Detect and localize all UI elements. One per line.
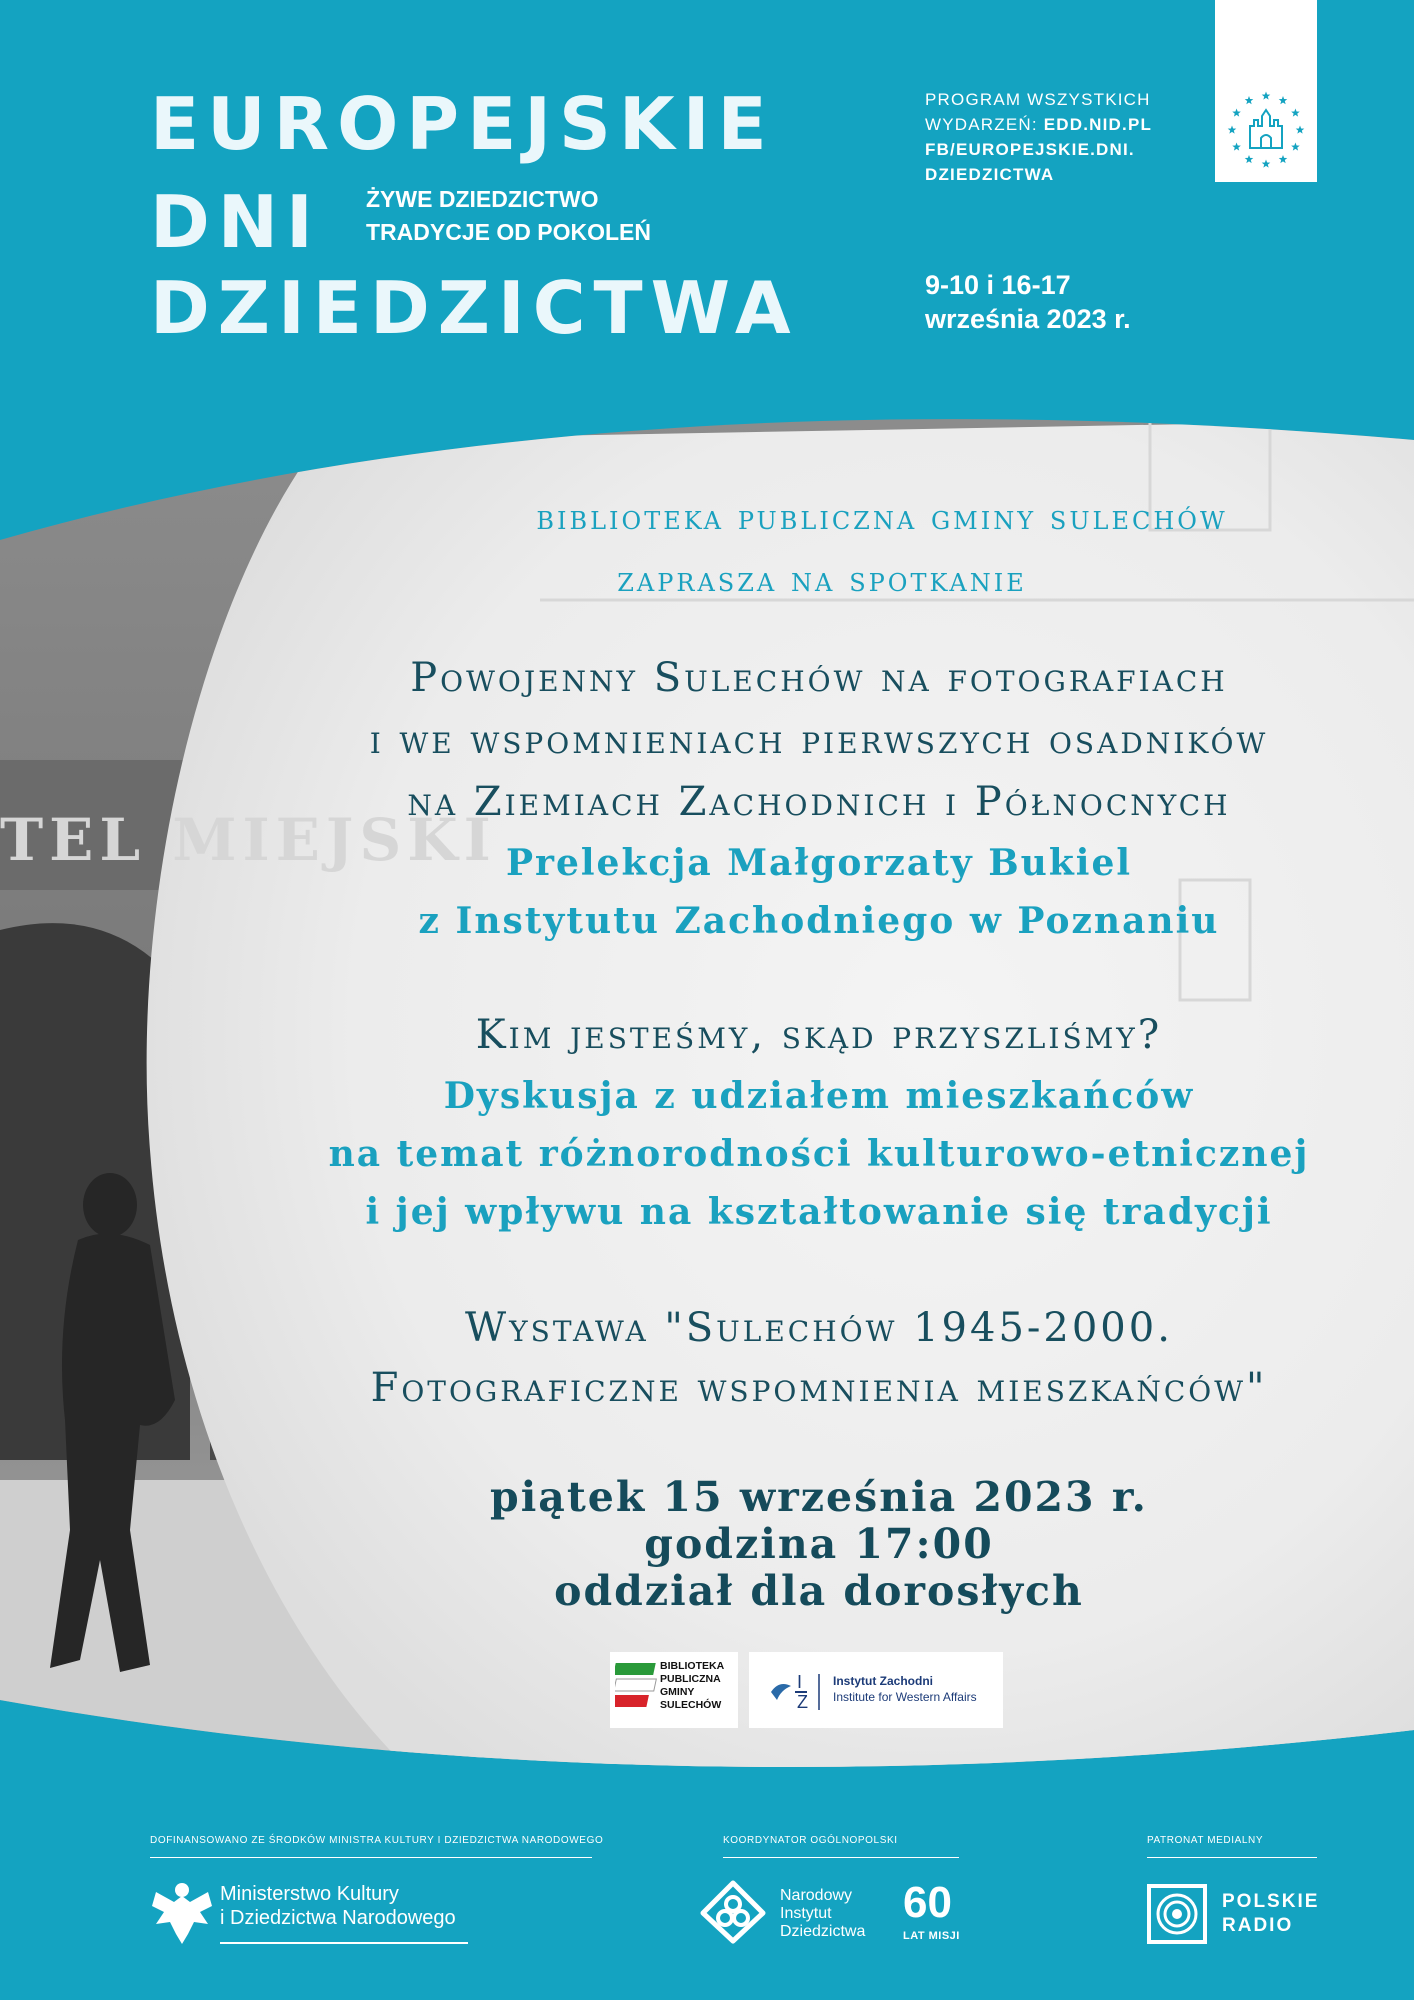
organizer-name: biblioteka publiczna gminy sulechów xyxy=(536,498,1228,538)
program-line-1: PROGRAM WSZYSTKICH xyxy=(925,90,1151,109)
funding-divider xyxy=(150,1857,592,1858)
exhibition-line-1: Wystawa "Sulechów 1945-2000. xyxy=(465,1305,1173,1351)
nid-line-2: Instytut xyxy=(780,1905,832,1922)
program-website-link[interactable]: EDD.NID.PL xyxy=(1043,115,1153,134)
event-dates-line-2: września 2023 r. xyxy=(925,304,1131,334)
ministry-name xyxy=(220,1882,456,1930)
edd-title-line-1: EUROPEJSKIE xyxy=(150,82,775,166)
nid-line-3: Dziedzictwa xyxy=(780,1923,866,1940)
instytut-subtitle: Institute for Western Affairs xyxy=(833,1690,977,1704)
nid-line-1: Narodowy xyxy=(780,1887,853,1904)
edd-title-line-2: DNI xyxy=(150,180,321,264)
funding-label: DOFINANSOWANO ZE ŚRODKÓW MINISTRA KULTURY I DZIEDZICTWA NARODOWEGO xyxy=(150,1835,604,1846)
media-patron-label: PATRONAT MEDIALNY xyxy=(1147,1835,1264,1846)
coordinator-divider xyxy=(723,1857,959,1858)
tagline-line-1: ŻYWE DZIEDZICTWO xyxy=(366,186,599,212)
ministry-line-2: i Dziedzictwa Narodowego xyxy=(220,1907,456,1929)
library-logo-line-2: PUBLICZNA xyxy=(660,1673,721,1685)
library-logo-line-1: BIBLIOTEKA xyxy=(660,1660,725,1672)
svg-text:I: I xyxy=(797,1672,803,1692)
library-logo-line-3: GMINY xyxy=(660,1686,695,1698)
event-dates-line-1: 9-10 i 16-17 xyxy=(925,270,1071,300)
ministry-underline xyxy=(220,1942,468,1944)
coordinator-label: KOORDYNATOR OGÓLNOPOLSKI xyxy=(723,1835,898,1846)
program-line-2-prefix: WYDARZEŃ: xyxy=(925,115,1044,134)
discussion-line-3: i jej wpływu na kształtowanie się tradycji xyxy=(365,1191,1273,1233)
instytut-zachodni-logo xyxy=(749,1652,1003,1728)
polskie-radio-icon xyxy=(1147,1884,1207,1944)
svg-text:Z: Z xyxy=(797,1692,808,1712)
event-place: oddział dla dorosłych xyxy=(554,1567,1084,1615)
instytut-zachodni-icon xyxy=(767,1666,827,1716)
radio-line-2: RADIO xyxy=(1222,1915,1294,1936)
library-logo-text xyxy=(660,1660,724,1712)
library-logo-line-4: SULECHÓW xyxy=(660,1699,722,1711)
library-logo xyxy=(610,1652,738,1728)
nid-logo-icon xyxy=(700,1880,766,1944)
program-facebook-link[interactable]: FB/EUROPEJSKIE.DNI. xyxy=(925,140,1135,159)
ministry-line-1: Ministerstwo Kultury xyxy=(220,1883,399,1905)
discussion-line-1: Dyskusja z udziałem mieszkańców xyxy=(443,1075,1195,1117)
edd-title-line-3: DZIEDZICTWA xyxy=(150,266,799,350)
radio-line-1: POLSKIE xyxy=(1222,1891,1320,1912)
library-books-icon xyxy=(615,1657,661,1723)
nid-name xyxy=(780,1887,865,1941)
instytut-name: Instytut Zachodni xyxy=(833,1674,933,1688)
speaker-line-1: Prelekcja Małgorzaty Bukiel xyxy=(505,842,1133,884)
lecture-title-line-3: na Ziemiach Zachodnich i Północnych xyxy=(407,779,1231,825)
event-date: piątek 15 września 2023 r. xyxy=(490,1473,1148,1521)
speaker-line-2: z Instytutu Zachodniego w Poznaniu xyxy=(418,900,1220,942)
discussion-line-2: na temat różnorodności kulturowo-etnicznej xyxy=(328,1133,1310,1175)
nid-years: 60 xyxy=(903,1878,952,1927)
polish-eagle-icon xyxy=(150,1878,214,1946)
photo-sign-text: TEL MIEJSKI xyxy=(0,806,497,874)
polskie-radio-name xyxy=(1222,1890,1319,1938)
lecture-title-line-2: i we wspomnieniach pierwszych osadników xyxy=(369,717,1269,763)
exhibition-line-2: Fotograficzne wspomnienia mieszkańców" xyxy=(370,1365,1268,1411)
event-time: godzina 17:00 xyxy=(644,1520,994,1568)
media-divider xyxy=(1147,1857,1317,1858)
lecture-title-line-1: Powojenny Sulechów na fotografiach xyxy=(410,655,1228,701)
tagline-line-2: TRADYCJE OD POKOLEŃ xyxy=(366,219,651,245)
program-facebook-link-cont[interactable]: DZIEDZICTWA xyxy=(925,165,1055,184)
nid-years-sub: LAT MISJI xyxy=(903,1930,960,1942)
invite-text: zaprasza na spotkanie xyxy=(617,560,1027,600)
discussion-title: Kim jesteśmy, skąd przyszliśmy? xyxy=(475,1012,1163,1058)
